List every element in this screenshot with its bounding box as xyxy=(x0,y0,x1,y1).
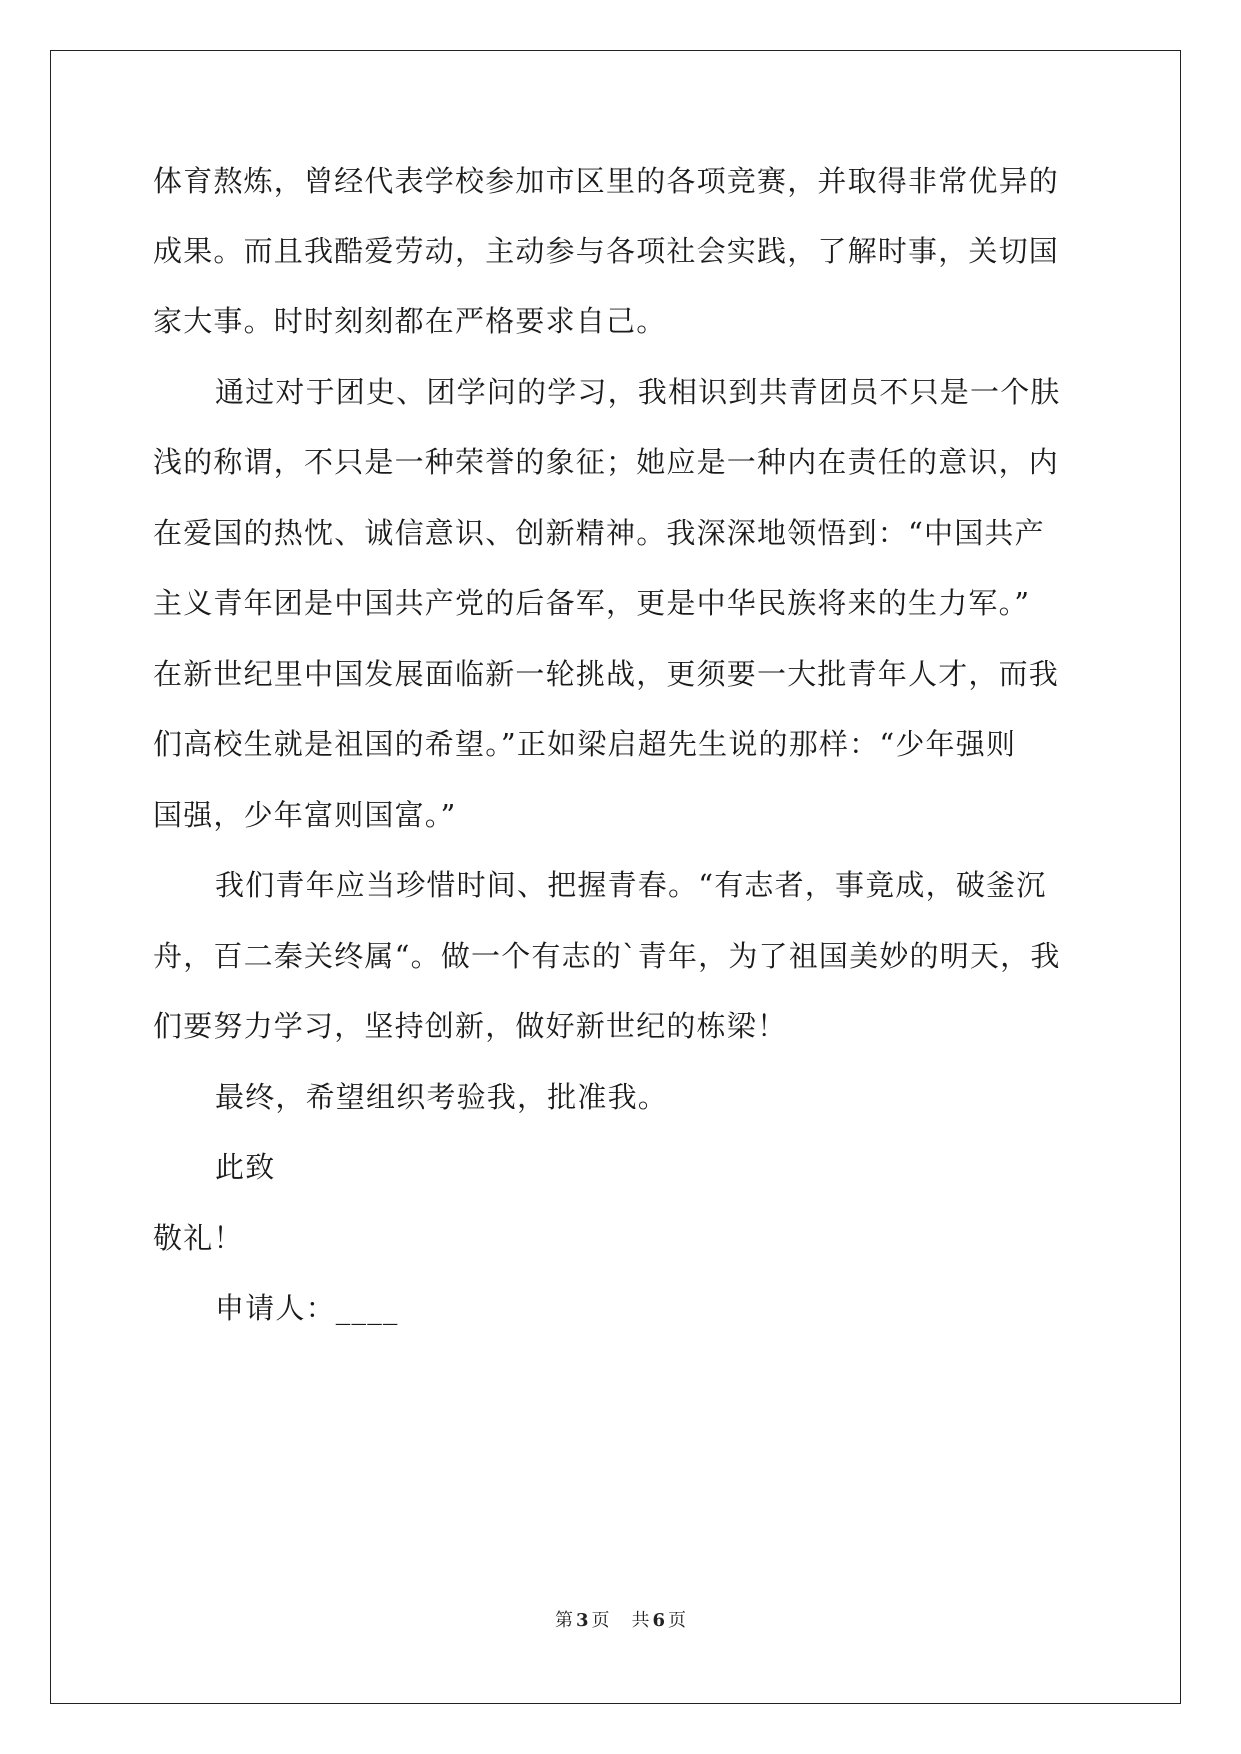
page-total: 6 xyxy=(652,1610,666,1631)
page-current: 3 xyxy=(575,1610,589,1631)
page-prefix: 第 xyxy=(554,1610,573,1631)
applicant-signature-line: 申请人：____ xyxy=(215,1291,399,1325)
total-unit: 页 xyxy=(668,1610,687,1631)
text-line: 家大事。时时刻刻都在严格要求自己。 xyxy=(153,304,667,338)
text-line: 国强，少年富则国富。” xyxy=(153,798,457,832)
text-line: 成果。而且我酷爱劳动，主动参与各项社会实践，了解时事，关切国 xyxy=(153,234,1060,268)
text-line: 们要努力学习，坚持创新，做好新世纪的栋梁！ xyxy=(153,1009,788,1043)
text-line: 主义青年团是中国共产党的后备军，更是中华民族将来的生力军。” xyxy=(153,586,1031,620)
text-line: 在爱国的热忱、诚信意识、创新精神。我深深地领悟到：“中国共产 xyxy=(153,516,1045,550)
text-line: 浅的称谓，不只是一种荣誉的象征；她应是一种内在责任的意识，内 xyxy=(153,445,1060,479)
page-footer xyxy=(0,1606,1241,1632)
text-line: 最终，希望组织考验我，批准我。 xyxy=(215,1080,669,1114)
closing-regards: 敬礼！ xyxy=(153,1221,244,1255)
text-line: 通过对于团史、团学问的学习，我相识到共青团员不只是一个肤 xyxy=(215,375,1061,409)
page-unit: 页 xyxy=(591,1610,610,1631)
total-prefix: 共 xyxy=(631,1610,650,1631)
closing-salutation: 此致 xyxy=(215,1150,276,1184)
text-line: 们高校生就是祖国的希望。”正如梁启超先生说的那样：“少年强则 xyxy=(153,727,1017,761)
text-line: 舟，百二秦关终属“。做一个有志的`青年，为了祖国美妙的明天，我 xyxy=(153,939,1061,973)
text-line: 在新世纪里中国发展面临新一轮挑战，更须要一大批青年人才，而我 xyxy=(153,657,1060,691)
text-line: 体育熬炼，曾经代表学校参加市区里的各项竞赛，并取得非常优异的 xyxy=(153,164,1060,198)
text-line: 我们青年应当珍惜时间、把握青春。“有志者，事竟成，破釜沉 xyxy=(215,868,1047,902)
